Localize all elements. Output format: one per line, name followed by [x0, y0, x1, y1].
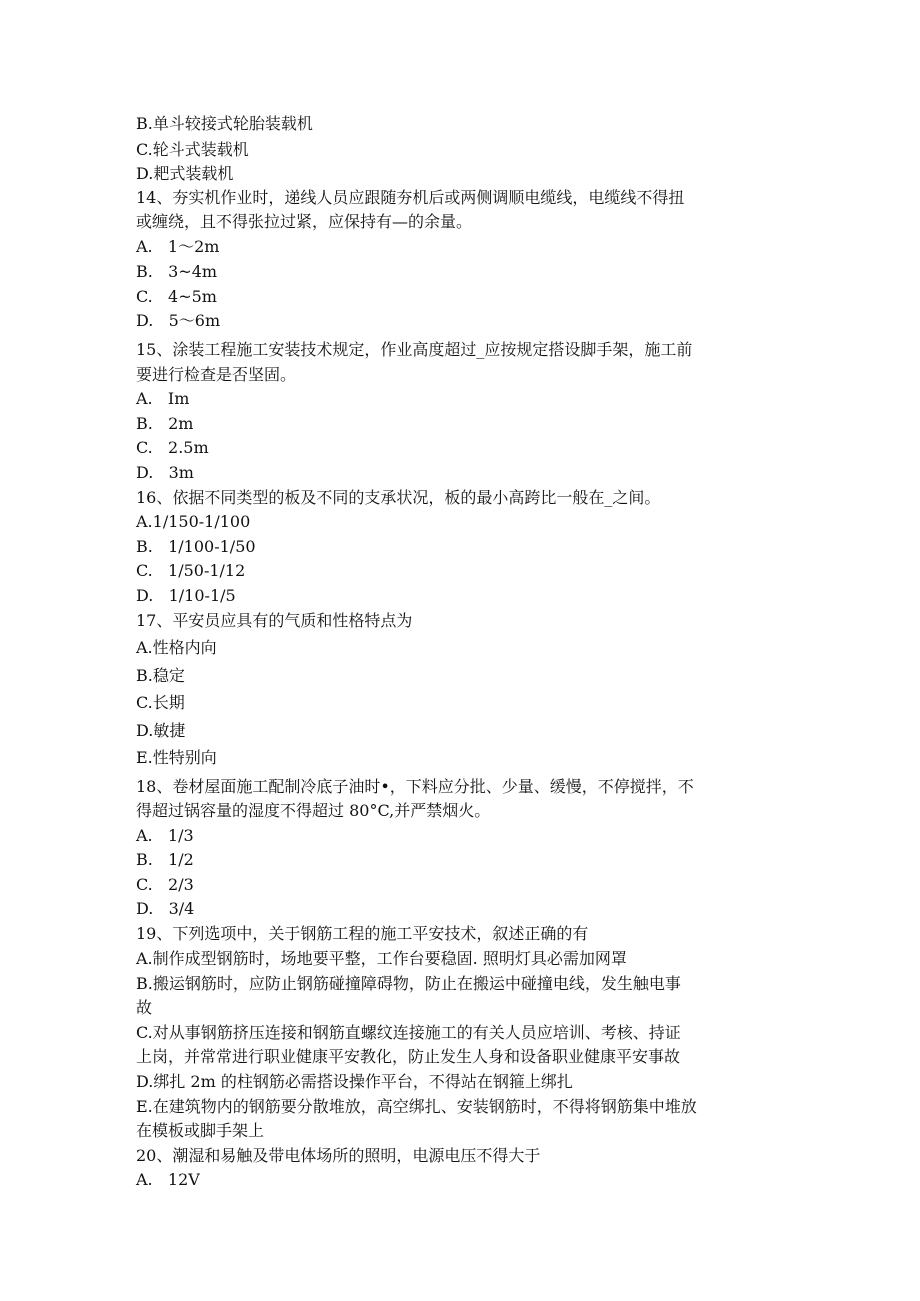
question-18-line-2: 得超过锅容量的湿度不得超过 80°C,并严禁烟火。: [136, 801, 491, 820]
option-18-d: D. 3/4: [136, 899, 195, 918]
option-15-d: D. 3m: [136, 463, 194, 482]
option-13-b: B.单斗较接式轮胎装载机: [136, 114, 313, 133]
option-19-b-line-1: B.搬运钢筋时，应防止钢筋碰撞障碍物，防止在搬运中碰撞电线，发生触电事: [136, 974, 681, 993]
option-16-c: C. 1/50-1/12: [136, 561, 246, 580]
question-15-line-1: 15、涂装工程施工安装技术规定，作业高度超过_应按规定搭设脚手架，施工前: [136, 340, 693, 359]
option-18-a: A. 1/3: [136, 826, 194, 845]
question-18-line-1: 18、卷材屋面施工配制冷底子油时•，下料应分批、少量、缓慢，不停搅拌，不: [136, 777, 694, 796]
option-17-b: B.稳定: [136, 666, 185, 685]
option-19-c-line-2: 上岗，并常常进行职业健康平安教化，防止发生人身和设备职业健康平安事故: [136, 1047, 681, 1066]
option-19-b-line-2: 故: [136, 998, 153, 1017]
option-17-a: A.性格内向: [136, 638, 217, 657]
option-19-c-line-1: C.对从事钢筋挤压连接和钢筋直螺纹连接施工的有关人员应培训、考核、持证: [136, 1023, 681, 1042]
option-13-c: C.轮斗式装载机: [136, 140, 249, 159]
option-16-d: D. 1/10-1/5: [136, 586, 236, 605]
option-15-a: A. Im: [136, 389, 190, 408]
option-19-a: A.制作成型钢筋时，场地要平整，工作台要稳固. 照明灯具必需加网罩: [136, 949, 627, 968]
option-17-e: E.性特别向: [136, 748, 217, 767]
question-14-line-2: 或缠绕，且不得张拉过紧，应保持有—的余量。: [136, 212, 473, 231]
option-16-a: A.1/150-1/100: [136, 512, 251, 531]
option-17-c: C.长期: [136, 693, 185, 712]
option-14-a: A. 1～2m: [136, 237, 220, 256]
option-15-c: C. 2.5m: [136, 438, 209, 457]
option-19-e-line-2: 在模板或脚手架上: [136, 1121, 265, 1140]
question-15-line-2: 要进行检查是否坚固。: [136, 365, 297, 384]
option-16-b: B. 1/100-1/50: [136, 537, 256, 556]
option-14-c: C. 4~5m: [136, 287, 217, 306]
question-14-line-1: 14、夯实机作业时，递线人员应跟随夯机后或两侧调顺电缆线，电缆线不得扭: [136, 188, 685, 207]
question-19: 19、下列选项中，关于钢筋工程的施工平安技术，叙述正确的有: [136, 924, 589, 943]
question-17: 17、平安员应具有的气质和性格特点为: [136, 611, 413, 630]
option-19-e-line-1: E.在建筑物内的钢筋要分散堆放，高空绑扎、安装钢筋时，不得将钢筋集中堆放: [136, 1097, 697, 1116]
option-18-c: C. 2/3: [136, 875, 194, 894]
option-13-d: D.耙式装载机: [136, 164, 234, 183]
option-19-d: D.绑扎 2m 的柱钢筋必需搭设操作平台，不得站在钢箍上绑扎: [136, 1072, 573, 1091]
option-15-b: B. 2m: [136, 414, 194, 433]
option-14-d: D. 5～6m: [136, 311, 221, 330]
question-20: 20、潮湿和易触及带电体场所的照明，电源电压不得大于: [136, 1146, 541, 1165]
option-14-b: B. 3~4m: [136, 262, 218, 281]
option-17-d: D.敏捷: [136, 721, 186, 740]
question-16: 16、依据不同类型的板及不同的支承状况，板的最小高跨比一般在_之间。: [136, 488, 661, 507]
option-20-a: A. 12V: [136, 1170, 200, 1189]
option-18-b: B. 1/2: [136, 850, 194, 869]
